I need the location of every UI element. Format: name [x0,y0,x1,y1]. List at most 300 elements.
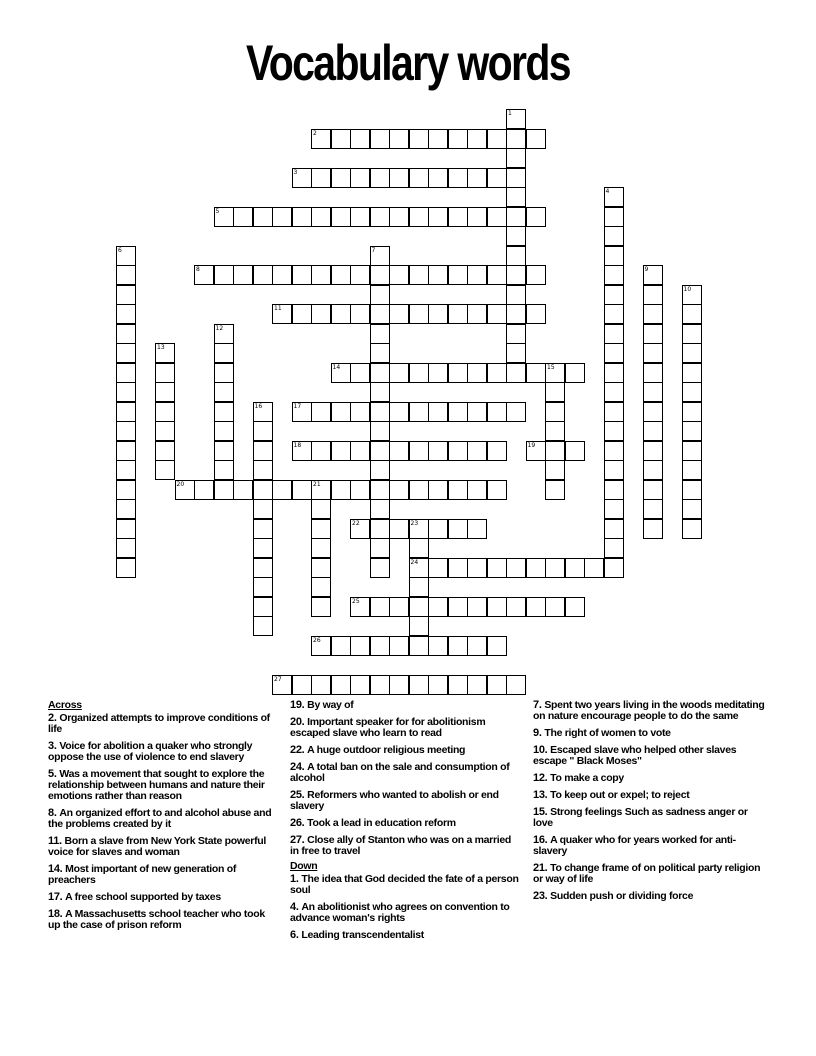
grid-cell[interactable] [389,441,409,461]
grid-cell[interactable] [370,382,390,402]
grid-cell[interactable] [448,597,468,617]
grid-cell[interactable] [116,519,136,539]
grid-cell[interactable] [155,343,175,363]
grid-cell[interactable] [272,265,292,285]
grid-cell[interactable] [487,129,507,149]
grid-cell[interactable] [643,499,663,519]
grid-cell[interactable] [370,558,390,578]
grid-cell[interactable] [292,441,312,461]
grid-cell[interactable] [389,168,409,188]
grid-cell[interactable] [409,207,429,227]
grid-cell[interactable] [428,480,448,500]
grid-cell[interactable] [409,304,429,324]
grid-cell[interactable] [116,265,136,285]
grid-cell[interactable] [604,343,624,363]
grid-cell[interactable] [604,226,624,246]
grid-cell[interactable] [604,402,624,422]
grid-cell[interactable] [292,304,312,324]
grid-cell[interactable] [370,538,390,558]
grid-cell[interactable] [253,402,273,422]
grid-cell[interactable] [428,304,448,324]
grid-cell[interactable] [370,129,390,149]
grid-cell[interactable] [350,636,370,656]
grid-cell[interactable] [604,499,624,519]
grid-cell[interactable] [526,441,546,461]
grid-cell[interactable] [350,129,370,149]
grid-cell[interactable] [467,207,487,227]
grid-cell[interactable] [643,519,663,539]
grid-cell[interactable] [350,168,370,188]
grid-cell[interactable] [448,265,468,285]
grid-cell[interactable] [311,558,331,578]
grid-cell[interactable] [428,402,448,422]
grid-cell[interactable] [448,675,468,695]
grid-cell[interactable] [487,636,507,656]
grid-cell[interactable] [155,402,175,422]
grid-cell[interactable] [467,304,487,324]
grid-cell[interactable] [311,636,331,656]
grid-cell[interactable] [448,480,468,500]
grid-cell[interactable] [506,207,526,227]
grid-cell[interactable] [214,363,234,383]
grid-cell[interactable] [604,382,624,402]
grid-cell[interactable] [331,363,351,383]
grid-cell[interactable] [350,363,370,383]
grid-cell[interactable] [409,402,429,422]
grid-cell[interactable] [506,343,526,363]
grid-cell[interactable] [311,207,331,227]
grid-cell[interactable] [370,441,390,461]
grid-cell[interactable] [526,207,546,227]
grid-cell[interactable] [506,148,526,168]
grid-cell[interactable] [370,636,390,656]
grid-cell[interactable] [448,363,468,383]
grid-cell[interactable] [487,441,507,461]
grid-cell[interactable] [175,480,195,500]
grid-cell[interactable] [643,402,663,422]
grid-cell[interactable] [545,558,565,578]
grid-cell[interactable] [331,441,351,461]
grid-cell[interactable] [311,402,331,422]
grid-cell[interactable] [389,402,409,422]
grid-cell[interactable] [311,597,331,617]
grid-cell[interactable] [292,675,312,695]
grid-cell[interactable] [311,441,331,461]
grid-cell[interactable] [604,363,624,383]
grid-cell[interactable] [311,265,331,285]
grid-cell[interactable] [233,207,253,227]
grid-cell[interactable] [643,285,663,305]
grid-cell[interactable] [194,480,214,500]
grid-cell[interactable] [331,265,351,285]
grid-cell[interactable] [643,304,663,324]
grid-cell[interactable] [155,421,175,441]
grid-cell[interactable] [428,168,448,188]
grid-cell[interactable] [272,675,292,695]
grid-cell[interactable] [253,519,273,539]
grid-cell[interactable] [506,558,526,578]
grid-cell[interactable] [214,324,234,344]
grid-cell[interactable] [604,480,624,500]
grid-cell[interactable] [331,129,351,149]
grid-cell[interactable] [604,304,624,324]
grid-cell[interactable] [370,519,390,539]
grid-cell[interactable] [253,207,273,227]
grid-cell[interactable] [506,597,526,617]
grid-cell[interactable] [370,207,390,227]
grid-cell[interactable] [428,519,448,539]
grid-cell[interactable] [350,597,370,617]
grid-cell[interactable] [370,324,390,344]
grid-cell[interactable] [682,363,702,383]
grid-cell[interactable] [467,129,487,149]
grid-cell[interactable] [409,519,429,539]
grid-cell[interactable] [311,499,331,519]
grid-cell[interactable] [214,480,234,500]
grid-cell[interactable] [331,402,351,422]
grid-cell[interactable] [545,441,565,461]
grid-cell[interactable] [428,675,448,695]
grid-cell[interactable] [506,129,526,149]
grid-cell[interactable] [526,265,546,285]
grid-cell[interactable] [389,363,409,383]
grid-cell[interactable] [214,265,234,285]
grid-cell[interactable] [428,207,448,227]
grid-cell[interactable] [428,441,448,461]
grid-cell[interactable] [428,597,448,617]
grid-cell[interactable] [409,363,429,383]
grid-cell[interactable] [409,480,429,500]
grid-cell[interactable] [214,382,234,402]
grid-cell[interactable] [331,636,351,656]
grid-cell[interactable] [214,441,234,461]
grid-cell[interactable] [409,675,429,695]
grid-cell[interactable] [545,363,565,383]
grid-cell[interactable] [506,109,526,129]
grid-cell[interactable] [428,636,448,656]
grid-cell[interactable] [448,441,468,461]
grid-cell[interactable] [331,675,351,695]
grid-cell[interactable] [116,246,136,266]
grid-cell[interactable] [604,460,624,480]
grid-cell[interactable] [370,402,390,422]
grid-cell[interactable] [526,597,546,617]
grid-cell[interactable] [253,577,273,597]
grid-cell[interactable] [116,382,136,402]
grid-cell[interactable] [311,675,331,695]
grid-cell[interactable] [389,519,409,539]
grid-cell[interactable] [116,558,136,578]
grid-cell[interactable] [389,480,409,500]
grid-cell[interactable] [565,363,585,383]
grid-cell[interactable] [389,129,409,149]
grid-cell[interactable] [682,441,702,461]
grid-cell[interactable] [506,226,526,246]
grid-cell[interactable] [682,480,702,500]
grid-cell[interactable] [526,129,546,149]
grid-cell[interactable] [682,499,702,519]
grid-cell[interactable] [253,480,273,500]
grid-cell[interactable] [272,207,292,227]
grid-cell[interactable] [682,343,702,363]
grid-cell[interactable] [214,460,234,480]
grid-cell[interactable] [682,421,702,441]
grid-cell[interactable] [253,499,273,519]
grid-cell[interactable] [116,402,136,422]
grid-cell[interactable] [467,480,487,500]
grid-cell[interactable] [272,304,292,324]
grid-cell[interactable] [253,558,273,578]
grid-cell[interactable] [448,168,468,188]
grid-cell[interactable] [545,382,565,402]
grid-cell[interactable] [565,558,585,578]
grid-cell[interactable] [487,265,507,285]
grid-cell[interactable] [389,636,409,656]
grid-cell[interactable] [409,577,429,597]
grid-cell[interactable] [253,460,273,480]
grid-cell[interactable] [311,304,331,324]
grid-cell[interactable] [467,675,487,695]
grid-cell[interactable] [370,285,390,305]
grid-cell[interactable] [253,265,273,285]
grid-cell[interactable] [448,519,468,539]
grid-cell[interactable] [194,265,214,285]
grid-cell[interactable] [506,402,526,422]
grid-cell[interactable] [311,168,331,188]
grid-cell[interactable] [116,343,136,363]
grid-cell[interactable] [389,207,409,227]
grid-cell[interactable] [506,304,526,324]
grid-cell[interactable] [253,538,273,558]
grid-cell[interactable] [409,168,429,188]
grid-cell[interactable] [409,558,429,578]
grid-cell[interactable] [370,246,390,266]
grid-cell[interactable] [448,129,468,149]
grid-cell[interactable] [506,675,526,695]
grid-cell[interactable] [350,207,370,227]
grid-cell[interactable] [116,304,136,324]
grid-cell[interactable] [428,363,448,383]
grid-cell[interactable] [233,480,253,500]
grid-cell[interactable] [116,480,136,500]
grid-cell[interactable] [487,480,507,500]
grid-cell[interactable] [409,129,429,149]
grid-cell[interactable] [682,519,702,539]
grid-cell[interactable] [643,363,663,383]
grid-cell[interactable] [506,324,526,344]
grid-cell[interactable] [116,421,136,441]
grid-cell[interactable] [409,636,429,656]
grid-cell[interactable] [584,558,604,578]
grid-cell[interactable] [467,363,487,383]
grid-cell[interactable] [467,636,487,656]
grid-cell[interactable] [545,460,565,480]
grid-cell[interactable] [682,324,702,344]
grid-cell[interactable] [604,246,624,266]
grid-cell[interactable] [682,460,702,480]
grid-cell[interactable] [487,402,507,422]
grid-cell[interactable] [467,441,487,461]
grid-cell[interactable] [292,402,312,422]
grid-cell[interactable] [370,597,390,617]
grid-cell[interactable] [350,265,370,285]
grid-cell[interactable] [604,538,624,558]
grid-cell[interactable] [467,168,487,188]
grid-cell[interactable] [643,421,663,441]
grid-cell[interactable] [506,246,526,266]
grid-cell[interactable] [370,460,390,480]
grid-cell[interactable] [253,616,273,636]
grid-cell[interactable] [409,441,429,461]
grid-cell[interactable] [389,675,409,695]
grid-cell[interactable] [350,519,370,539]
grid-cell[interactable] [370,499,390,519]
grid-cell[interactable] [331,304,351,324]
grid-cell[interactable] [487,675,507,695]
grid-cell[interactable] [487,363,507,383]
grid-cell[interactable] [272,480,292,500]
grid-cell[interactable] [116,324,136,344]
grid-cell[interactable] [292,207,312,227]
grid-cell[interactable] [214,402,234,422]
grid-cell[interactable] [643,343,663,363]
grid-cell[interactable] [311,577,331,597]
grid-cell[interactable] [116,460,136,480]
grid-cell[interactable] [545,480,565,500]
grid-cell[interactable] [506,265,526,285]
grid-cell[interactable] [448,207,468,227]
grid-cell[interactable] [487,597,507,617]
grid-cell[interactable] [604,207,624,227]
grid-cell[interactable] [467,265,487,285]
grid-cell[interactable] [467,558,487,578]
grid-cell[interactable] [643,324,663,344]
grid-cell[interactable] [311,519,331,539]
grid-cell[interactable] [643,382,663,402]
grid-cell[interactable] [526,304,546,324]
grid-cell[interactable] [370,265,390,285]
grid-cell[interactable] [643,265,663,285]
grid-cell[interactable] [311,129,331,149]
grid-cell[interactable] [292,265,312,285]
grid-cell[interactable] [604,187,624,207]
grid-cell[interactable] [487,207,507,227]
grid-cell[interactable] [448,558,468,578]
grid-cell[interactable] [604,441,624,461]
grid-cell[interactable] [682,402,702,422]
grid-cell[interactable] [155,460,175,480]
grid-cell[interactable] [389,304,409,324]
grid-cell[interactable] [370,363,390,383]
grid-cell[interactable] [331,207,351,227]
grid-cell[interactable] [409,538,429,558]
grid-cell[interactable] [428,558,448,578]
grid-cell[interactable] [116,441,136,461]
grid-cell[interactable] [604,285,624,305]
grid-cell[interactable] [604,519,624,539]
grid-cell[interactable] [370,304,390,324]
grid-cell[interactable] [331,480,351,500]
grid-cell[interactable] [116,363,136,383]
grid-cell[interactable] [370,421,390,441]
grid-cell[interactable] [350,402,370,422]
grid-cell[interactable] [682,285,702,305]
grid-cell[interactable] [155,382,175,402]
grid-cell[interactable] [233,265,253,285]
grid-cell[interactable] [487,168,507,188]
grid-cell[interactable] [682,382,702,402]
grid-cell[interactable] [155,363,175,383]
grid-cell[interactable] [214,421,234,441]
grid-cell[interactable] [565,441,585,461]
grid-cell[interactable] [214,343,234,363]
grid-cell[interactable] [370,675,390,695]
grid-cell[interactable] [155,441,175,461]
grid-cell[interactable] [350,480,370,500]
grid-cell[interactable] [604,265,624,285]
grid-cell[interactable] [116,499,136,519]
grid-cell[interactable] [643,480,663,500]
grid-cell[interactable] [643,460,663,480]
grid-cell[interactable] [487,558,507,578]
grid-cell[interactable] [409,616,429,636]
grid-cell[interactable] [467,519,487,539]
grid-cell[interactable] [331,168,351,188]
grid-cell[interactable] [467,597,487,617]
grid-cell[interactable] [116,285,136,305]
grid-cell[interactable] [409,597,429,617]
grid-cell[interactable] [604,324,624,344]
grid-cell[interactable] [253,421,273,441]
grid-cell[interactable] [253,597,273,617]
grid-cell[interactable] [448,304,468,324]
grid-cell[interactable] [350,441,370,461]
grid-cell[interactable] [448,636,468,656]
grid-cell[interactable] [545,421,565,441]
grid-cell[interactable] [545,402,565,422]
grid-cell[interactable] [682,304,702,324]
grid-cell[interactable] [428,129,448,149]
grid-cell[interactable] [292,168,312,188]
grid-cell[interactable] [292,480,312,500]
grid-cell[interactable] [311,480,331,500]
grid-cell[interactable] [526,558,546,578]
grid-cell[interactable] [428,265,448,285]
grid-cell[interactable] [253,441,273,461]
grid-cell[interactable] [604,421,624,441]
grid-cell[interactable] [409,265,429,285]
grid-cell[interactable] [370,343,390,363]
grid-cell[interactable] [487,304,507,324]
grid-cell[interactable] [389,265,409,285]
grid-cell[interactable] [214,207,234,227]
grid-cell[interactable] [350,675,370,695]
grid-cell[interactable] [545,597,565,617]
grid-cell[interactable] [643,441,663,461]
grid-cell[interactable] [565,597,585,617]
grid-cell[interactable] [506,187,526,207]
grid-cell[interactable] [467,402,487,422]
grid-cell[interactable] [370,168,390,188]
grid-cell[interactable] [604,558,624,578]
grid-cell[interactable] [506,168,526,188]
grid-cell[interactable] [370,480,390,500]
grid-cell[interactable] [506,285,526,305]
grid-cell[interactable] [311,538,331,558]
grid-cell[interactable] [526,363,546,383]
grid-cell[interactable] [448,402,468,422]
grid-cell[interactable] [389,597,409,617]
